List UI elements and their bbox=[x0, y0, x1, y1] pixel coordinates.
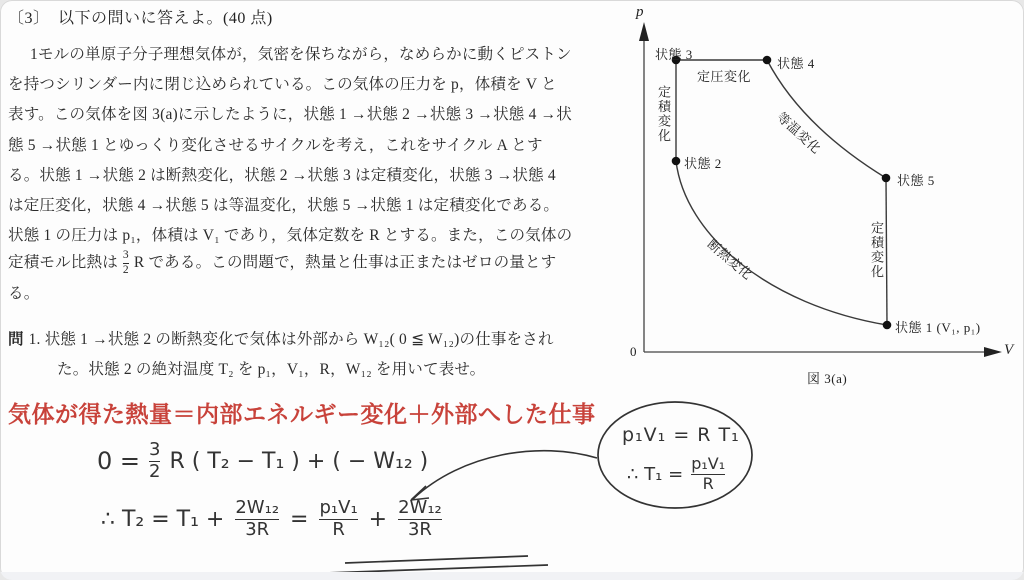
state-5-label: 状態 5 bbox=[897, 173, 935, 188]
cv-fraction bbox=[123, 250, 129, 276]
note-frac-denominator: R bbox=[702, 474, 714, 493]
eq2-fraction-2w12-3r bbox=[235, 499, 279, 539]
eq1-frac-numerator: 3 bbox=[149, 439, 161, 460]
note-frac-numerator: p₁V₁ bbox=[691, 454, 726, 473]
note-equation-line-1: p₁V₁ = R T₁ bbox=[622, 424, 740, 446]
eq2-frac3-numerator: 2W₁₂ bbox=[398, 497, 442, 518]
problem-line-specific-heat bbox=[8, 250, 556, 276]
eq1-rhs: R ( T₂ − T₁ ) + ( − W₁₂ ) bbox=[169, 448, 429, 474]
cv-fraction-denominator: 2 bbox=[122, 263, 129, 276]
eq2-frac3-denominator: 3R bbox=[407, 519, 432, 540]
question-1-line-1 bbox=[8, 331, 554, 349]
eq2-fraction-p1v1-r bbox=[319, 499, 357, 539]
note-line2-lhs: ∴ T₁ = bbox=[627, 463, 684, 485]
bottom-edge-strip bbox=[0, 572, 1024, 580]
p-axis-arrowhead-icon bbox=[639, 22, 649, 41]
question-number: 1. bbox=[28, 331, 41, 348]
eq2-lhs: ∴ T₂ = T₁ + bbox=[101, 506, 225, 532]
eq2-frac2-denominator: R bbox=[332, 519, 345, 540]
eq1-lhs: 0 = bbox=[97, 447, 141, 475]
question-label: 問 bbox=[8, 331, 25, 348]
problem-line: を持つシリンダー内に閉じ込められている。この気体の圧力を p，体積を V と bbox=[8, 76, 557, 93]
problem-line: る。 bbox=[8, 285, 40, 302]
question-text: 状態 1 →状態 2 の断熱変化で気体は外部から W₁₂( 0 ≦ W₁₂)の仕事をされ bbox=[44, 331, 554, 348]
problem-line: 1モルの単原子分子理想気体が，気密を保ちながら，なめらかに動くピストン bbox=[30, 46, 572, 63]
isochoric-right-process-label: 定積変化 bbox=[869, 221, 884, 279]
problem-line: は定圧変化，状態 4 →状態 5 は等温変化，状態 5 →状態 1 は定積変化である。 bbox=[8, 197, 560, 214]
handwritten-equation-2 bbox=[101, 499, 442, 539]
isochoric-left-process-label: 定積変化 bbox=[656, 85, 671, 143]
eq2-equals: = bbox=[290, 506, 309, 532]
problem-line: 態 5 →状態 1 とゆっくり変化させるサイクルを考え，これをサイクル A とす bbox=[8, 137, 543, 154]
origin-label: 0 bbox=[630, 344, 637, 359]
problem-line: 表す。この気体を図 3(a)に示したように，状態 1 →状態 2 →状態 3 →状態 4 →状 bbox=[8, 106, 572, 123]
eq2-frac1-denominator: 3R bbox=[245, 519, 270, 540]
question-1-line-2: た。状態 2 の絶対温度 T₂ を p₁，V₁，R，W₁₂ を用いて表せ。 bbox=[57, 361, 486, 378]
eq1-frac-denominator: 2 bbox=[149, 461, 161, 482]
answer-underline-top bbox=[345, 556, 528, 563]
v-axis-label: V bbox=[1004, 342, 1014, 358]
state-4-label: 状態 4 bbox=[777, 56, 815, 71]
problem-line: る。状態 1 →状態 2 は断熱変化，状態 2 →状態 3 は定積変化，状態 3 →状態 4 bbox=[8, 167, 556, 184]
note-circle-outline bbox=[598, 402, 752, 508]
segment-isochoric-5-1 bbox=[886, 178, 887, 325]
state-2-label: 状態 2 bbox=[684, 156, 722, 171]
figure-caption: 図 3(a) bbox=[807, 371, 848, 386]
note-fraction-p1v1-r bbox=[691, 456, 725, 492]
handwritten-equation-1 bbox=[97, 441, 428, 481]
state-3-label: 状態 3 bbox=[655, 47, 693, 62]
problem-title: 〔3〕 以下の問いに答えよ。(40 点) bbox=[8, 10, 273, 27]
isobaric-process-label: 定圧変化 bbox=[697, 69, 752, 84]
eq1-fraction-3-2 bbox=[149, 441, 160, 481]
adiabatic-process-label: 断熱変化 bbox=[704, 236, 756, 283]
red-annotation-heat-balance: 気体が得た熱量＝内部エネルギー変化＋外部へした仕事 bbox=[8, 402, 596, 428]
cv-fraction-numerator: 3 bbox=[122, 249, 129, 261]
cv-text-after: R である。この問題で，熱量と仕事は正またはゼロの量とす bbox=[133, 254, 557, 272]
eq2-frac1-numerator: 2W₁₂ bbox=[235, 497, 280, 518]
v-axis-arrowhead-icon bbox=[984, 347, 1002, 357]
isothermal-process-label: 等温変化 bbox=[773, 109, 825, 157]
note-equation-line-2 bbox=[627, 456, 725, 492]
eq2-plus: + bbox=[368, 506, 388, 532]
problem-line: 状態 1 の圧力は p₁，体積は V₁ であり，気体定数を R とする。また，この気体の bbox=[8, 227, 573, 244]
p-axis-label: p bbox=[636, 4, 644, 20]
eq2-frac2-numerator: p₁V₁ bbox=[319, 497, 358, 518]
state-1-point bbox=[883, 321, 892, 330]
state-4-point bbox=[763, 56, 772, 65]
note-arrow-line bbox=[413, 451, 597, 499]
state-1-label: 状態 1 (V₁, p₁) bbox=[895, 320, 981, 335]
cv-text-before: 定積モル比熱は bbox=[8, 254, 118, 272]
eq2-fraction-2w12-3r-2 bbox=[398, 499, 442, 539]
state-5-point bbox=[882, 174, 891, 183]
state-2-point bbox=[672, 157, 681, 166]
